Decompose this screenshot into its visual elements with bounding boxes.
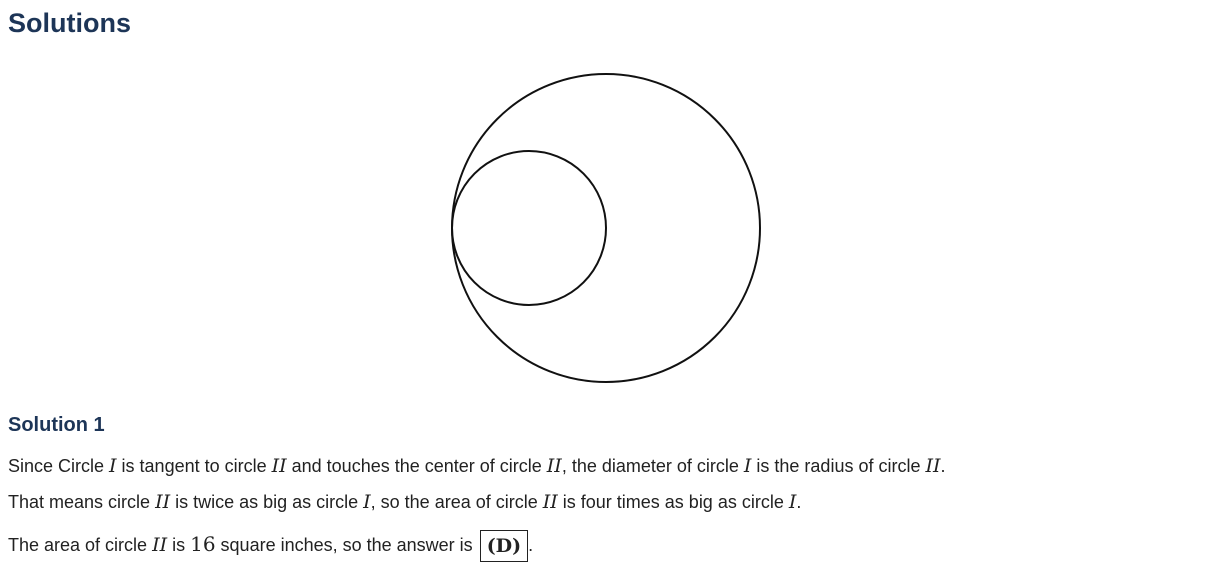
text: is twice as big as circle: [170, 492, 364, 512]
solution-paragraph-3: [8, 530, 533, 562]
text: That means circle: [8, 492, 156, 512]
text: square inches, so the answer is: [215, 534, 478, 555]
math-circle-label: I: [788, 491, 797, 513]
solution-paragraph-1: [8, 454, 946, 478]
text: is: [167, 534, 191, 555]
text: is four times as big as circle: [557, 492, 789, 512]
math-circle-label: I: [743, 455, 752, 477]
math-circle-label: II: [152, 533, 168, 556]
math-circle-label: II: [542, 491, 558, 513]
solution-1-heading: Solution 1: [8, 414, 105, 436]
text: and touches the center of circle: [286, 456, 547, 476]
text: .: [528, 534, 534, 555]
text: is the radius of circle: [751, 456, 926, 476]
text: , the diameter of circle: [561, 456, 744, 476]
math-circle-label: II: [271, 455, 287, 477]
page-title: Solutions: [8, 8, 131, 38]
math-circle-label: I: [363, 491, 371, 513]
small-circle: [452, 151, 606, 305]
math-number: 16: [190, 531, 216, 556]
text: , so the area of circle: [370, 492, 543, 512]
math-circle-label: I: [109, 455, 117, 477]
tangent-circles-figure: [440, 62, 772, 394]
math-circle-label: II: [546, 455, 562, 477]
math-circle-label: II: [155, 491, 171, 513]
math-circle-label: II: [925, 455, 941, 477]
text: .: [796, 492, 802, 512]
boxed-answer: (D): [480, 530, 528, 562]
text: is tangent to circle: [116, 456, 272, 476]
solution-paragraph-2: [8, 490, 801, 514]
text: .: [940, 456, 946, 476]
text: Since Circle: [8, 456, 110, 476]
text: The area of circle: [8, 534, 153, 555]
